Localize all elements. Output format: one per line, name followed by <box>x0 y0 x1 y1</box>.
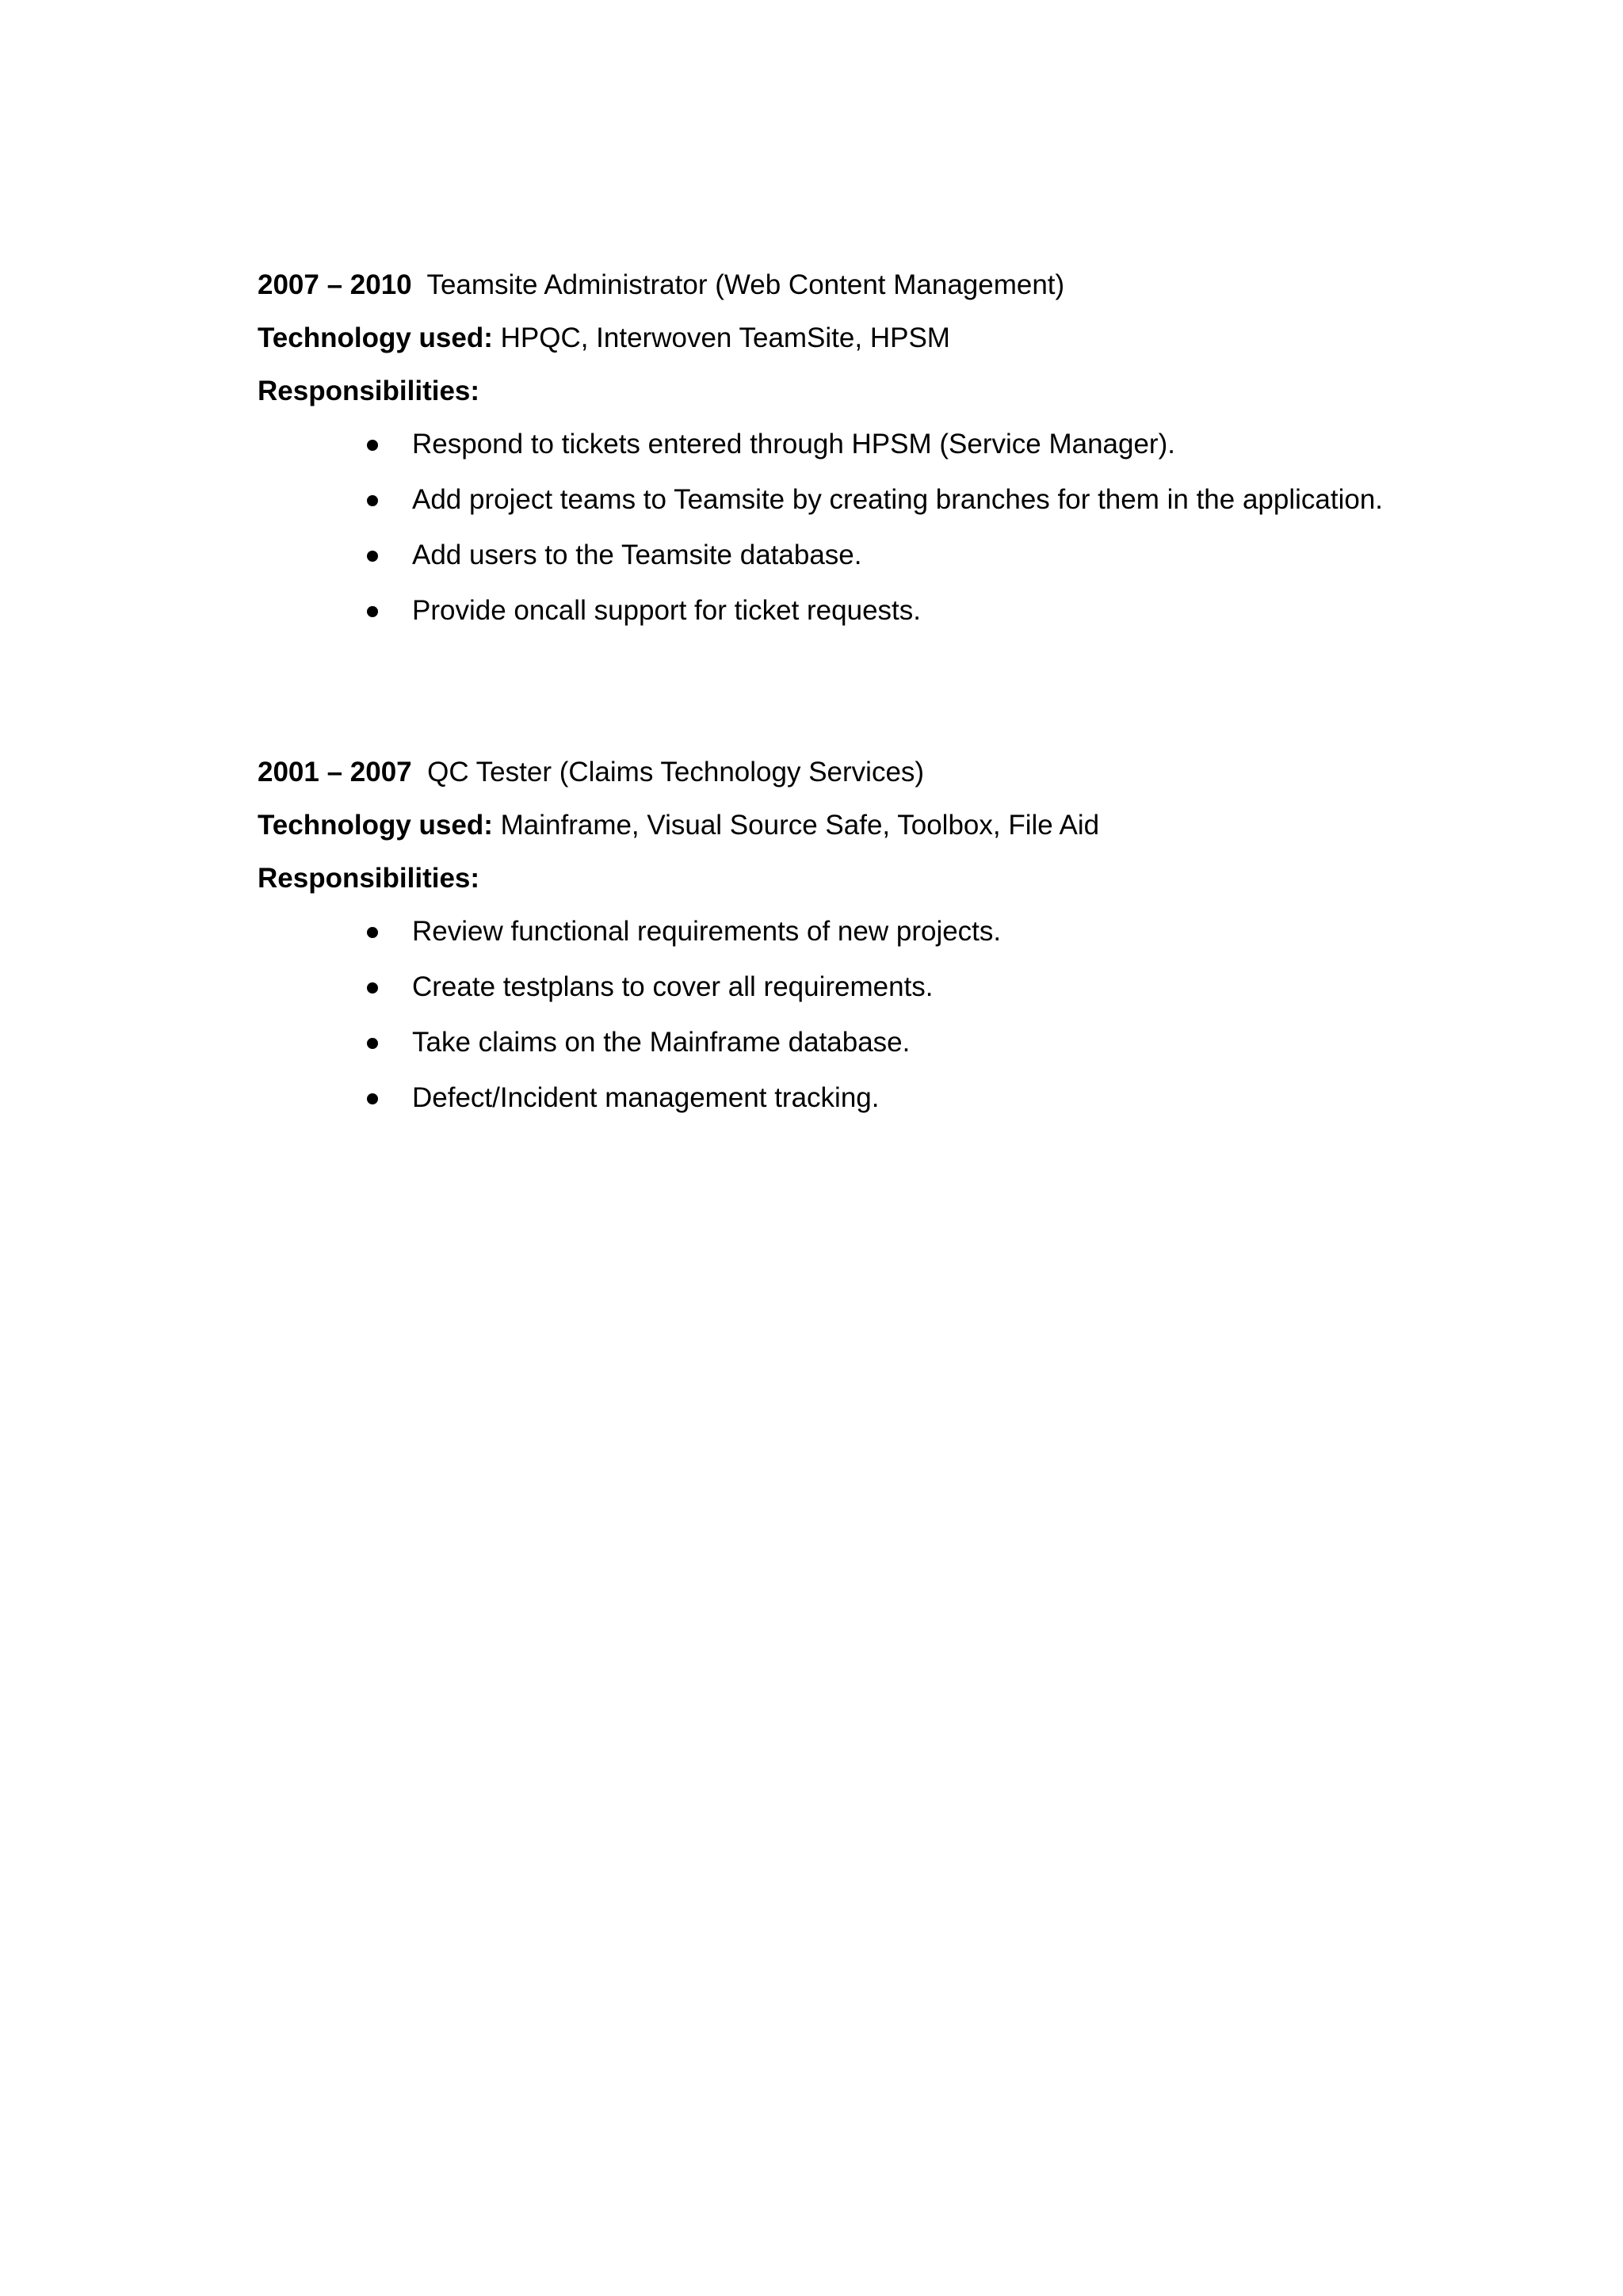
bullet-icon <box>367 927 378 938</box>
tech-value: Mainframe, Visual Source Safe, Toolbox, File Aid <box>500 810 1100 841</box>
list-item <box>258 429 1494 460</box>
list-item-text: Provide oncall support for ticket requests. <box>412 595 921 626</box>
job-entry <box>258 269 1494 650</box>
list-item-text: Defect/Incident management tracking. <box>412 1082 880 1113</box>
tech-label: Technology used: <box>258 810 493 841</box>
tech-line <box>258 322 1494 354</box>
list-item-text: Add users to the Teamsite database. <box>412 540 862 570</box>
list-item-text: Create testplans to cover all requirements. <box>412 971 934 1002</box>
list-item-text: Review functional requirements of new projects. <box>412 916 1002 947</box>
list-item <box>258 1082 1494 1114</box>
bullet-icon <box>367 551 378 562</box>
job-title: QC Tester (Claims Technology Services) <box>427 757 925 788</box>
job-entry <box>258 757 1494 1138</box>
responsibilities-list <box>258 429 1494 627</box>
list-item <box>258 484 1494 516</box>
bullet-icon <box>367 1093 378 1104</box>
list-item-text: Add project teams to Teamsite by creating branches for them in the application. <box>412 484 1384 515</box>
tech-line <box>258 810 1494 841</box>
responsibilities-label: Responsibilities: <box>258 376 480 406</box>
job-heading <box>258 269 1494 301</box>
job-years: 2007 – 2010 <box>258 269 412 300</box>
bullet-icon <box>367 606 378 617</box>
list-item <box>258 1027 1494 1058</box>
job-title: Teamsite Administrator (Web Content Management) <box>426 269 1065 300</box>
list-item <box>258 540 1494 571</box>
responsibilities-list <box>258 916 1494 1114</box>
bullet-icon <box>367 1038 378 1049</box>
tech-value: HPQC, Interwoven TeamSite, HPSM <box>500 322 950 353</box>
list-item-text: Respond to tickets entered through HPSM (Service Manager). <box>412 429 1175 460</box>
bullet-icon <box>367 440 378 451</box>
list-item-text: Take claims on the Mainframe database. <box>412 1027 911 1058</box>
bullet-icon <box>367 982 378 994</box>
list-item <box>258 595 1494 627</box>
tech-label: Technology used: <box>258 322 493 353</box>
bullet-icon <box>367 495 378 506</box>
job-years: 2001 – 2007 <box>258 757 412 788</box>
responsibilities-label: Responsibilities: <box>258 863 480 894</box>
job-heading <box>258 757 1494 788</box>
list-item <box>258 916 1494 948</box>
list-item <box>258 971 1494 1003</box>
